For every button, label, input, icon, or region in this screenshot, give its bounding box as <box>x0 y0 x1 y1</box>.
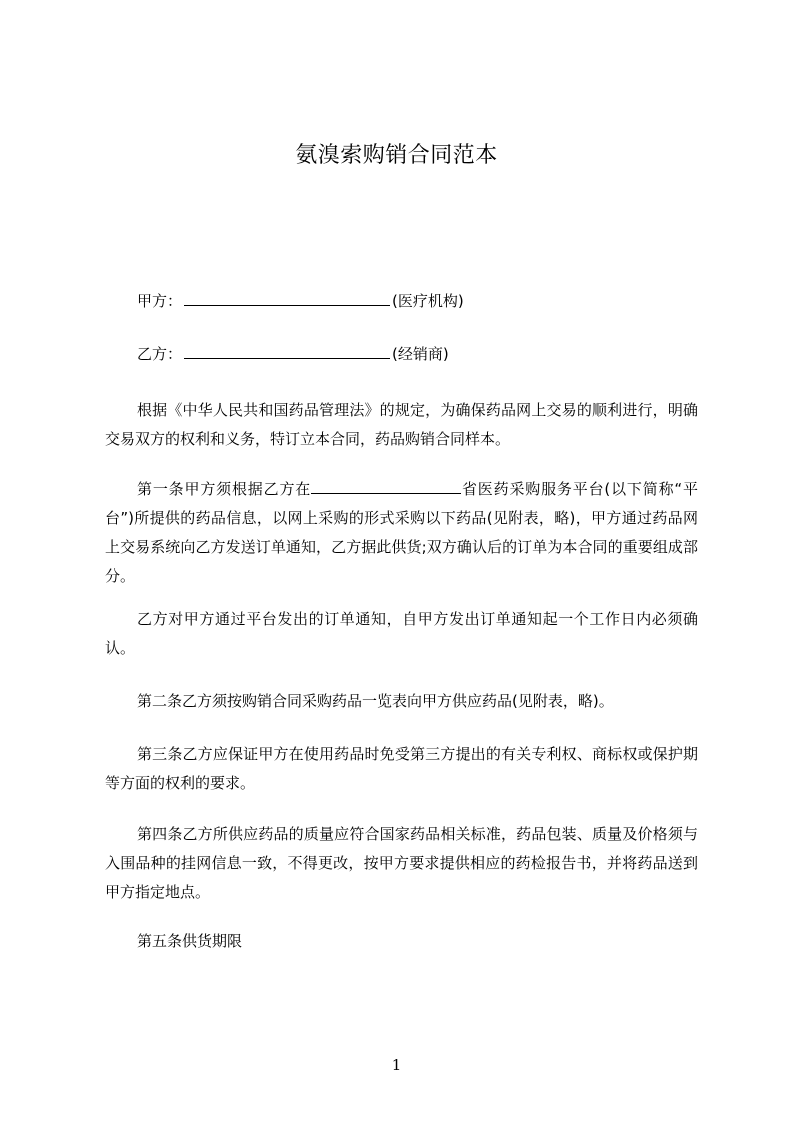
party-b-line <box>137 344 449 364</box>
page-number: 1 <box>391 1056 402 1074</box>
order-confirmation-paragraph: 乙方对甲方通过平台发出的订单通知，自甲方发出订单通知起一个工作日内必须确认。 <box>105 610 698 657</box>
party-b-suffix: (经销商) <box>392 345 449 363</box>
article-4-paragraph: 第四条乙方所供应药品的质量应符合国家药品相关标准，药品包装、质量及价格须与入围品种的挂网信息一致，不得更改，按甲方要求提供相应的药检报告书，并将药品送到甲方指定地点。 <box>105 825 698 901</box>
article-1-paragraph <box>105 475 698 591</box>
article-5-heading: 第五条供货期限 <box>137 932 243 950</box>
party-a-suffix: (医疗机构) <box>392 292 464 310</box>
party-b-blank-field <box>184 344 390 359</box>
party-a-blank-field <box>184 291 390 306</box>
party-a-line <box>137 291 464 311</box>
article-2-paragraph: 第二条乙方须按购销合同采购药品一览表向甲方供应药品(见附表，略)。 <box>137 692 614 710</box>
preamble-paragraph: 根据《中华人民共和国药品管理法》的规定，为确保药品网上交易的顺利进行，明确交易双方的权利和义务，特订立本合同，药品购销合同样本。 <box>105 401 698 448</box>
article-1-text-end: 省医药采购服务平台(以下简称“平台”)所提供的药品信息，以网上采购的形式采购以下药品(见附表，略)，甲方通过药品网上交易系统向乙方发送订单通知，乙方据此供货;双方确认后的订单为本合同的重要组成部分。 <box>105 480 698 585</box>
province-blank-field <box>311 479 461 494</box>
article-1-text-start: 第一条甲方须根据乙方在 <box>137 480 312 498</box>
document-title: 氨溴索购销合同范本 <box>295 143 498 168</box>
party-b-label: 乙方： <box>137 345 183 363</box>
article-3-paragraph: 第三条乙方应保证甲方在使用药品时免受第三方提出的有关专利权、商标权或保护期等方面的权利的要求。 <box>105 745 698 792</box>
party-a-label: 甲方： <box>137 292 183 310</box>
